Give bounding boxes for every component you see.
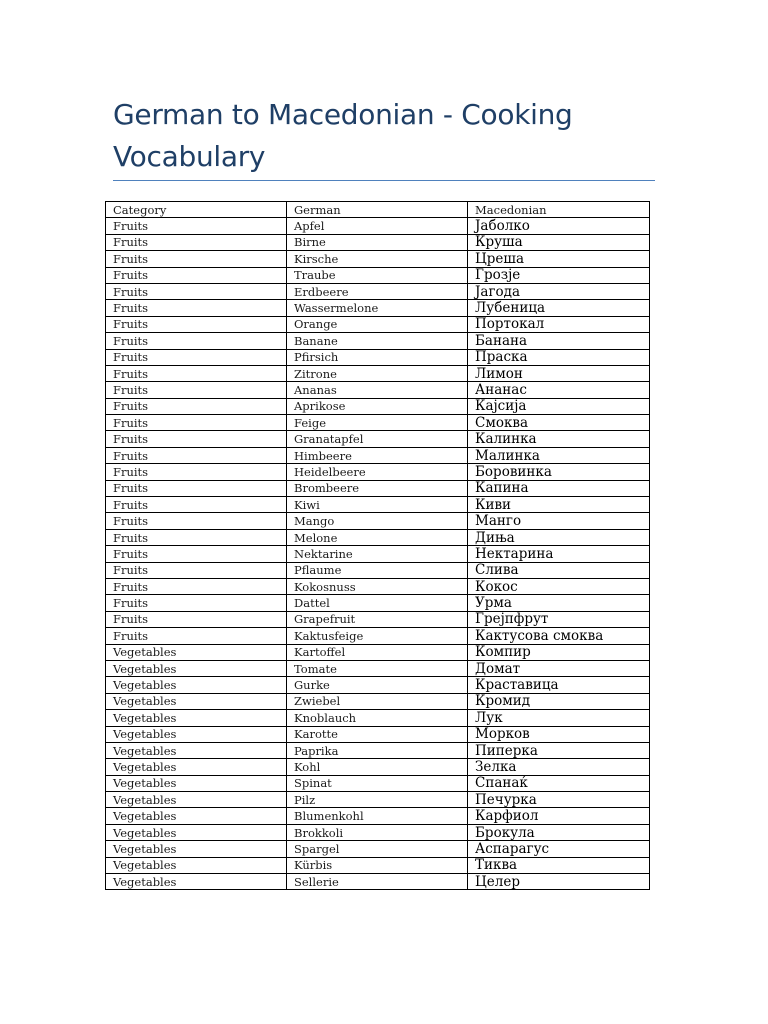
category-cell: Vegetables <box>106 775 287 791</box>
macedonian-cell: Спанаќ <box>468 775 650 791</box>
table-row <box>106 415 650 431</box>
category-cell: Fruits <box>106 497 287 513</box>
macedonian-cell: Печурка <box>468 792 650 808</box>
table-row <box>106 644 650 660</box>
category-cell: Vegetables <box>106 857 287 873</box>
german-cell: Apfel <box>287 218 468 234</box>
macedonian-cell: Нектарина <box>468 546 650 562</box>
macedonian-cell: Јаболко <box>468 218 650 234</box>
german-cell: Kiwi <box>287 497 468 513</box>
macedonian-cell: Киви <box>468 497 650 513</box>
table-row <box>106 447 650 463</box>
category-cell: Vegetables <box>106 824 287 840</box>
macedonian-cell: Кромид <box>468 693 650 709</box>
category-cell: Fruits <box>106 529 287 545</box>
table-row <box>106 677 650 693</box>
german-cell: Himbeere <box>287 447 468 463</box>
german-cell: Grapefruit <box>287 611 468 627</box>
category-cell: Vegetables <box>106 693 287 709</box>
table-row <box>106 808 650 824</box>
table-row <box>106 349 650 365</box>
macedonian-cell: Кактусова смоква <box>468 628 650 644</box>
german-cell: Pilz <box>287 792 468 808</box>
macedonian-cell: Пиперка <box>468 742 650 758</box>
table-row <box>106 660 650 676</box>
table-row <box>106 218 650 234</box>
category-cell: Fruits <box>106 283 287 299</box>
macedonian-cell: Портокал <box>468 316 650 332</box>
macedonian-cell: Јагода <box>468 283 650 299</box>
table-row <box>106 710 650 726</box>
category-cell: Fruits <box>106 611 287 627</box>
header-macedonian: Macedonian <box>468 202 650 218</box>
macedonian-cell: Боровинка <box>468 464 650 480</box>
german-cell: Kürbis <box>287 857 468 873</box>
table-row <box>106 267 650 283</box>
category-cell: Fruits <box>106 316 287 332</box>
macedonian-cell: Круша <box>468 234 650 250</box>
german-cell: Feige <box>287 415 468 431</box>
macedonian-cell: Морков <box>468 726 650 742</box>
macedonian-cell: Праска <box>468 349 650 365</box>
title-underline <box>113 180 655 181</box>
category-cell: Fruits <box>106 628 287 644</box>
german-cell: Pfirsich <box>287 349 468 365</box>
macedonian-cell: Диња <box>468 529 650 545</box>
category-cell: Fruits <box>106 546 287 562</box>
german-cell: Granatapfel <box>287 431 468 447</box>
table-row <box>106 316 650 332</box>
table-row <box>106 529 650 545</box>
table-row <box>106 857 650 873</box>
table-row <box>106 513 650 529</box>
table-row <box>106 578 650 594</box>
macedonian-cell: Домат <box>468 660 650 676</box>
table-row <box>106 283 650 299</box>
category-cell: Fruits <box>106 464 287 480</box>
macedonian-cell: Банана <box>468 333 650 349</box>
document-title: German to Macedonian - Cooking Vocabulary <box>113 98 573 173</box>
table-row <box>106 333 650 349</box>
table-row <box>106 251 650 267</box>
category-cell: Fruits <box>106 398 287 414</box>
german-cell: Orange <box>287 316 468 332</box>
german-cell: Zwiebel <box>287 693 468 709</box>
macedonian-cell: Лубеница <box>468 300 650 316</box>
table-row <box>106 562 650 578</box>
category-cell: Fruits <box>106 578 287 594</box>
table-row <box>106 398 650 414</box>
category-cell: Vegetables <box>106 660 287 676</box>
german-cell: Melone <box>287 529 468 545</box>
category-cell: Fruits <box>106 415 287 431</box>
table-row <box>106 841 650 857</box>
category-cell: Fruits <box>106 267 287 283</box>
category-cell: Fruits <box>106 333 287 349</box>
category-cell: Fruits <box>106 447 287 463</box>
german-cell: Ananas <box>287 382 468 398</box>
macedonian-cell: Целер <box>468 874 650 890</box>
header-category: Category <box>106 202 287 218</box>
category-cell: Fruits <box>106 234 287 250</box>
table-row <box>106 300 650 316</box>
macedonian-cell: Тиква <box>468 857 650 873</box>
german-cell: Kohl <box>287 759 468 775</box>
category-cell: Vegetables <box>106 677 287 693</box>
table-row <box>106 742 650 758</box>
macedonian-cell: Ананас <box>468 382 650 398</box>
macedonian-cell: Капина <box>468 480 650 496</box>
vocabulary-table <box>105 201 650 890</box>
table-row <box>106 382 650 398</box>
category-cell: Fruits <box>106 480 287 496</box>
category-cell: Fruits <box>106 365 287 381</box>
macedonian-cell: Грозје <box>468 267 650 283</box>
german-cell: Kartoffel <box>287 644 468 660</box>
macedonian-cell: Лук <box>468 710 650 726</box>
german-cell: Kirsche <box>287 251 468 267</box>
macedonian-cell: Брокула <box>468 824 650 840</box>
german-cell: Mango <box>287 513 468 529</box>
category-cell: Fruits <box>106 513 287 529</box>
german-cell: Tomate <box>287 660 468 676</box>
macedonian-cell: Кајсија <box>468 398 650 414</box>
table-row <box>106 595 650 611</box>
german-cell: Paprika <box>287 742 468 758</box>
macedonian-cell: Компир <box>468 644 650 660</box>
header-german: German <box>287 202 468 218</box>
category-cell: Fruits <box>106 562 287 578</box>
macedonian-cell: Урма <box>468 595 650 611</box>
category-cell: Fruits <box>106 300 287 316</box>
macedonian-cell: Лимон <box>468 365 650 381</box>
category-cell: Vegetables <box>106 874 287 890</box>
german-cell: Aprikose <box>287 398 468 414</box>
table-row <box>106 234 650 250</box>
macedonian-cell: Манго <box>468 513 650 529</box>
german-cell: Blumenkohl <box>287 808 468 824</box>
german-cell: Spargel <box>287 841 468 857</box>
category-cell: Vegetables <box>106 710 287 726</box>
table-row <box>106 792 650 808</box>
german-cell: Wassermelone <box>287 300 468 316</box>
category-cell: Fruits <box>106 251 287 267</box>
german-cell: Gurke <box>287 677 468 693</box>
macedonian-cell: Слива <box>468 562 650 578</box>
table-row <box>106 546 650 562</box>
table-row <box>106 759 650 775</box>
german-cell: Kaktusfeige <box>287 628 468 644</box>
german-cell: Zitrone <box>287 365 468 381</box>
german-cell: Kokosnuss <box>287 578 468 594</box>
german-cell: Pflaume <box>287 562 468 578</box>
table-row <box>106 365 650 381</box>
german-cell: Traube <box>287 267 468 283</box>
table-row <box>106 611 650 627</box>
category-cell: Fruits <box>106 349 287 365</box>
table-row <box>106 693 650 709</box>
category-cell: Fruits <box>106 431 287 447</box>
german-cell: Sellerie <box>287 874 468 890</box>
german-cell: Birne <box>287 234 468 250</box>
table-row <box>106 726 650 742</box>
macedonian-cell: Грејпфрут <box>468 611 650 627</box>
macedonian-cell: Цреша <box>468 251 650 267</box>
table-row <box>106 431 650 447</box>
category-cell: Vegetables <box>106 742 287 758</box>
german-cell: Spinat <box>287 775 468 791</box>
table-row <box>106 497 650 513</box>
table-row <box>106 480 650 496</box>
macedonian-cell: Краставица <box>468 677 650 693</box>
table-row <box>106 775 650 791</box>
german-cell: Banane <box>287 333 468 349</box>
macedonian-cell: Смоква <box>468 415 650 431</box>
category-cell: Fruits <box>106 218 287 234</box>
german-cell: Erdbeere <box>287 283 468 299</box>
category-cell: Vegetables <box>106 792 287 808</box>
category-cell: Vegetables <box>106 644 287 660</box>
table-header-row <box>106 202 650 218</box>
table-row <box>106 824 650 840</box>
german-cell: Brokkoli <box>287 824 468 840</box>
category-cell: Fruits <box>106 595 287 611</box>
german-cell: Knoblauch <box>287 710 468 726</box>
category-cell: Vegetables <box>106 759 287 775</box>
german-cell: Dattel <box>287 595 468 611</box>
macedonian-cell: Карфиол <box>468 808 650 824</box>
category-cell: Fruits <box>106 382 287 398</box>
macedonian-cell: Калинка <box>468 431 650 447</box>
table-row <box>106 628 650 644</box>
table-body <box>106 218 650 890</box>
macedonian-cell: Зелка <box>468 759 650 775</box>
german-cell: Brombeere <box>287 480 468 496</box>
german-cell: Nektarine <box>287 546 468 562</box>
macedonian-cell: Аспарагус <box>468 841 650 857</box>
macedonian-cell: Кокос <box>468 578 650 594</box>
table-row <box>106 464 650 480</box>
macedonian-cell: Малинка <box>468 447 650 463</box>
german-cell: Heidelbeere <box>287 464 468 480</box>
category-cell: Vegetables <box>106 841 287 857</box>
german-cell: Karotte <box>287 726 468 742</box>
category-cell: Vegetables <box>106 808 287 824</box>
table-row <box>106 874 650 890</box>
category-cell: Vegetables <box>106 726 287 742</box>
